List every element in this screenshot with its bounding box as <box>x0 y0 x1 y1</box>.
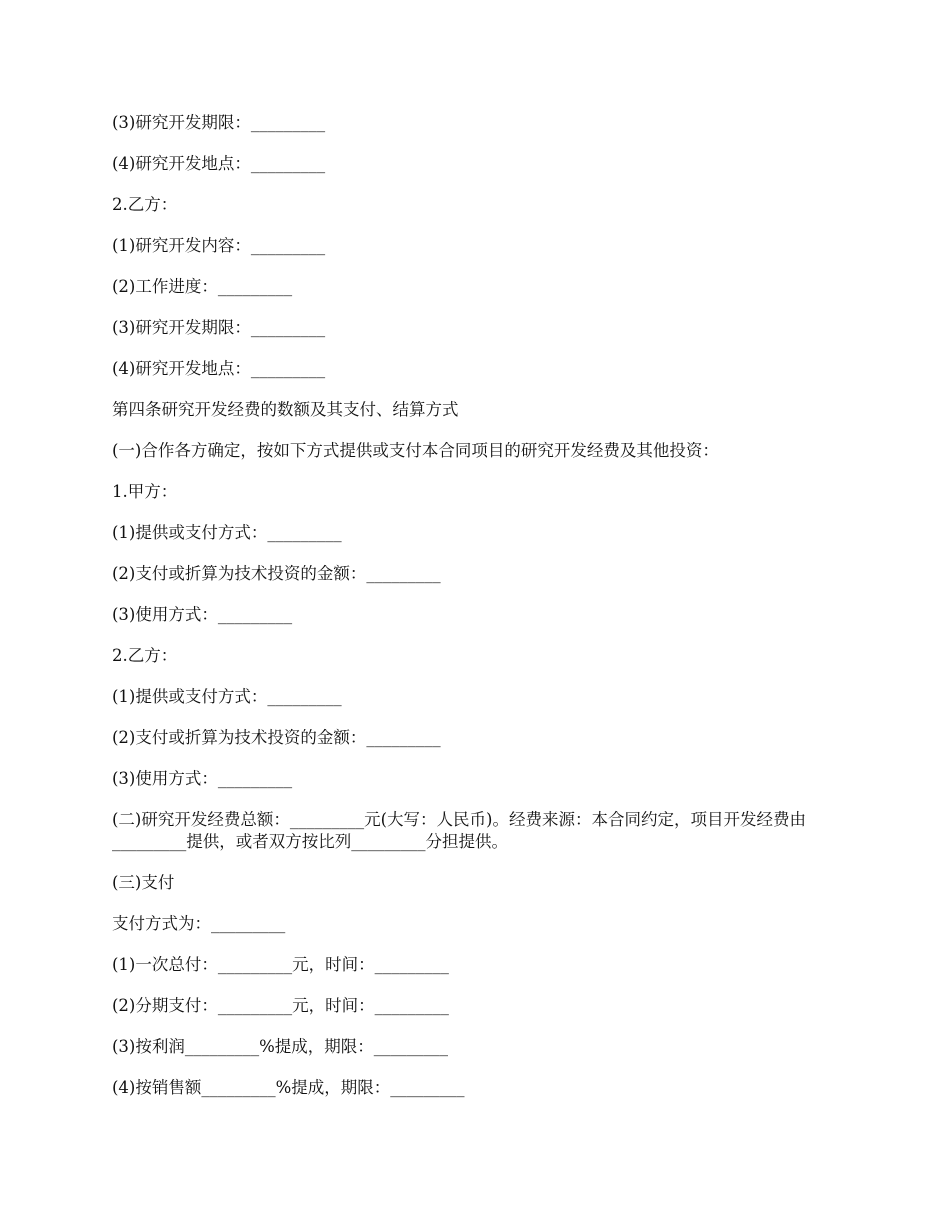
clause-line: (2)支付或折算为技术投资的金额：_________ <box>112 564 441 583</box>
clause-line: (3)使用方式：_________ <box>112 605 293 624</box>
clause-line: (1)研究开发内容：_________ <box>112 236 326 255</box>
funding-paragraph: (二)研究开发经费总额：_________元(大写：人民币)。经费来源：本合同约定，项目开发经费由_________提供，或者双方按比列_________分担提供。 <box>112 810 806 851</box>
clause-line: (三)支付 <box>112 873 175 892</box>
clause-line: (3)按利润_________%提成，期限：_________ <box>112 1037 449 1056</box>
clause-line: (3)研究开发期限：_________ <box>112 113 326 132</box>
clause-line: 2.乙方： <box>112 646 178 665</box>
clause-line: (3)研究开发期限：_________ <box>112 318 326 337</box>
clause-line: 支付方式为：_________ <box>112 914 286 933</box>
clause-line: (1)提供或支付方式：_________ <box>112 523 342 542</box>
clause-line: (2)分期支付：_________元，时间：_________ <box>112 996 449 1015</box>
clause-line: (1)提供或支付方式：_________ <box>112 687 342 706</box>
clause-line: (1)一次总付：_________元，时间：_________ <box>112 955 449 974</box>
clause-line: (2)工作进度：_________ <box>112 277 293 296</box>
article-heading: 第四条研究开发经费的数额及其支付、结算方式 <box>112 400 459 419</box>
clause-line: (3)使用方式：_________ <box>112 769 293 788</box>
clause-line: (一)合作各方确定，按如下方式提供或支付本合同项目的研究开发经费及其他投资： <box>112 441 719 460</box>
clause-line: (4)研究开发地点：_________ <box>112 359 326 378</box>
clause-line: (4)研究开发地点：_________ <box>112 154 326 173</box>
clause-line: 2.乙方： <box>112 195 178 214</box>
clause-line: (2)支付或折算为技术投资的金额：_________ <box>112 728 441 747</box>
clause-line: 1.甲方： <box>112 482 178 501</box>
document-page <box>112 112 842 1118</box>
clause-line: (4)按销售额_________%提成，期限：_________ <box>112 1078 465 1097</box>
